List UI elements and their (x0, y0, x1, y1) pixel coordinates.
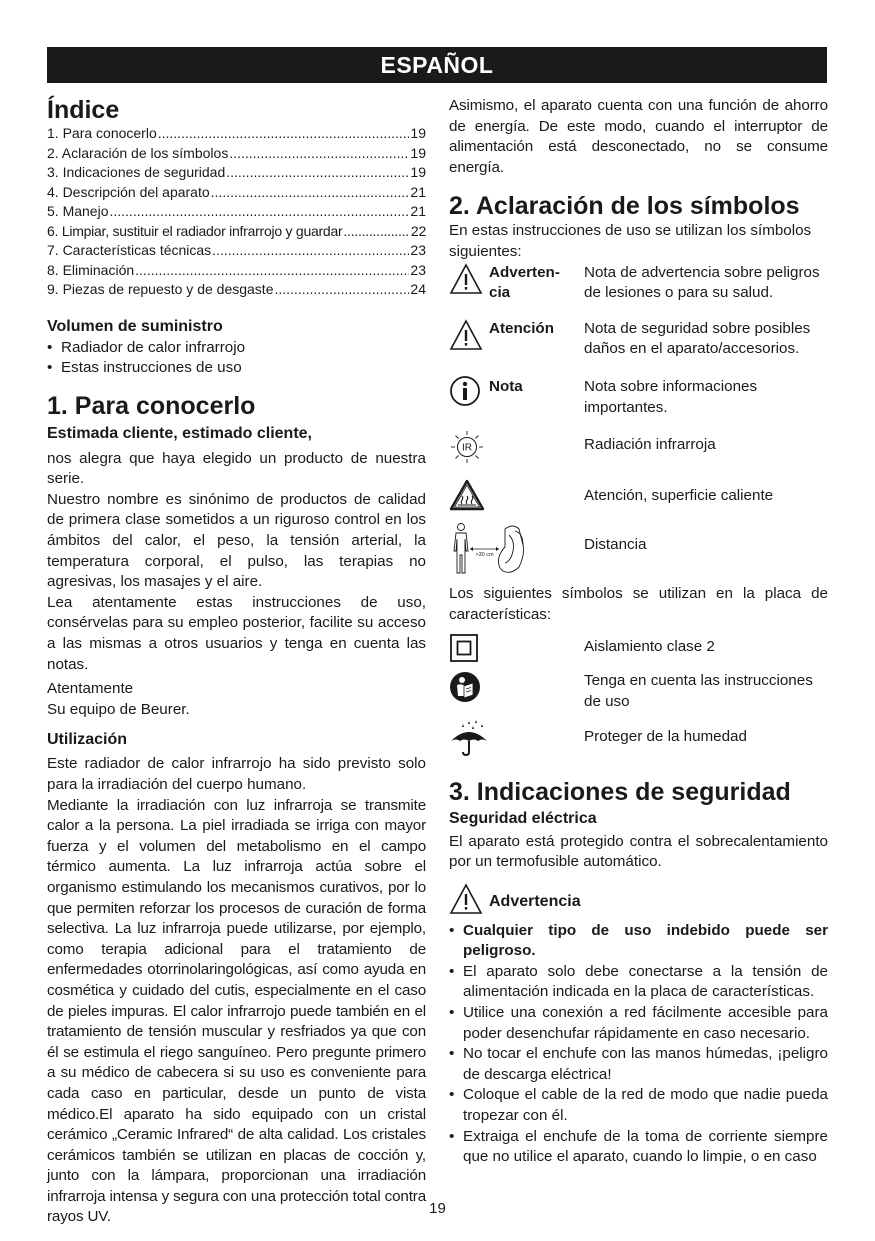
warning-triangle-icon (449, 263, 483, 295)
symbol-label: Nota (489, 377, 523, 395)
warning-heading (449, 883, 828, 915)
info-icon (449, 375, 481, 407)
paragraph: Este radiador de calor infrarrojo ha sido previsto solo para la irradiación del cuerpo humano. (47, 755, 426, 793)
section2-title: 2. Aclaración de los símbolos (449, 192, 800, 221)
toc-item[interactable]: 4. Descripción del aparato ..... 21 (47, 183, 426, 203)
toc-item[interactable]: 1. Para conocerlo ..... 19 (47, 124, 426, 144)
list-item: • Radiador de calor infrarrojo (47, 338, 246, 356)
class-2-insulation-icon (449, 633, 479, 663)
symbol-row-hot-surface (449, 479, 828, 511)
electrical-safety-title: Seguridad eléctrica (449, 809, 597, 827)
list-item: • Estas instrucciones de uso (47, 359, 242, 377)
toc-item[interactable]: 9. Piezas de repuesto y de desgaste ..... 24 (47, 280, 426, 300)
toc-item[interactable]: 7. Características técnicas ..... 23 (47, 241, 426, 261)
toc-item[interactable]: 6. Limpiar, sustituir el radiador infrarrojo y guardar ..... 22 (47, 222, 426, 242)
list-item: • No tocar el enchufe con las manos húmedas, ¡peligro de descarga eléctrica! (449, 1045, 828, 1083)
warning-triangle-icon (449, 883, 483, 915)
infrared-icon (449, 429, 485, 465)
symbol-description: Atención, superficie caliente (584, 487, 774, 505)
paragraph: En estas instrucciones de uso se utilizan los símbolos siguientes: (449, 222, 812, 260)
symbol-description: Nota de advertencia sobre peligros de lesiones o para su salud. (584, 263, 820, 302)
symbol-description: Aislamiento clase 2 (584, 638, 715, 656)
table-of-contents (47, 124, 426, 300)
symbol-label: Atención (489, 319, 554, 337)
symbol-row-distance (449, 521, 828, 577)
list-item: • Coloque el cable de la red de modo que nadie pueda tropezar con él. (449, 1086, 828, 1125)
section1-title: 1. Para conocerlo (47, 391, 256, 420)
symbol-row-note (449, 375, 828, 418)
paragraph: Mediante la irradiación con luz infrarroja se transmite calor a la persona. La piel irradiada se irriga con mayor fuerza y el volumen del metabolismo en el campo térmico aumenta. La luz infrarroja actúa sobre el organismo estimulando los mecanismos curativos, por lo que permiten reforzar los procesos de curación de forma selectiva. La luz infrarroja puede utilizarse, por ejemplo, como terapia adicional para el tratamiento de enfermedades otorrinolaringológicas, así como ayuda en cosmética y cuidado del cutis, especialmente en el caso de pieles impuras. El calor infrarrojo puede también en el tratamiento de tensión muscular y resfriados ya que con él se estimula el riego sanguíneo. Pero pregunte primero a su médico de cabecera si su uso es conveniente para cada caso en particular, desde un punto de vista médico.El aparato ha sido equipado con un cristal cerámico „Ceramic Infrared“ de alta calidad. Los cristales cerámicos también se utilizan en placas de cocción y, junto con la lámpara, proporcionan una irradiación infrarroja intensa y segura con una protección total contra rayos UV. (47, 796, 426, 1226)
list-item: • Utilice una conexión a red fácilmente accesible para poder desenchufar rápidamente en caso necesario. (449, 1004, 828, 1042)
toc-item[interactable]: 8. Eliminación ..... 23 (47, 261, 426, 281)
symbol-description: Radiación infrarroja (584, 436, 716, 454)
list-item: • El aparato solo debe conectarse a la tensión de alimentación indicada en la placa de características. (449, 962, 828, 1001)
distance-icon (449, 521, 541, 577)
symbol-description: Distancia (584, 536, 647, 554)
toc-item[interactable]: 5. Manejo ..... 21 (47, 202, 426, 222)
symbol-description: Proteger de la humedad (584, 727, 747, 745)
paragraph: Los siguientes símbolos se utilizan en la placa de características: (449, 585, 828, 623)
toc-item[interactable]: 3. Indicaciones de seguridad ..... 19 (47, 163, 426, 183)
symbol-row-moisture (449, 719, 828, 757)
usage-title: Utilización (47, 731, 128, 749)
greeting: Estimada cliente, estimado cliente, (47, 424, 312, 442)
closing: Atentamente (47, 680, 134, 698)
symbol-description: Nota sobre informaciones importantes. (584, 377, 758, 416)
paragraph: nos alegra que haya elegido un producto de nuestra serie. (47, 449, 426, 488)
symbol-row-read-manual (449, 671, 828, 712)
list-item: • Cualquier tipo de uso indebido puede ser peligroso. (449, 921, 828, 960)
umbrella-icon (449, 719, 489, 757)
hot-surface-icon (449, 479, 485, 511)
read-manual-icon (449, 671, 481, 703)
left-column (47, 95, 426, 1228)
symbol-description: Tenga en cuenta las instrucciones de uso (584, 672, 813, 710)
page-number: 19 (429, 1200, 446, 1217)
symbol-description: Nota de seguridad sobre posibles daños en el aparato/accesorios. (584, 319, 811, 358)
symbol-label: Adverten- cia (489, 263, 560, 302)
warning-label: Advertencia (489, 893, 581, 911)
paragraph: El aparato está protegido contra el sobrecalentamiento por un termofusible automático. (449, 832, 828, 871)
caution-triangle-icon (449, 319, 483, 351)
toc-item[interactable]: 2. Aclaración de los símbolos ..... 19 (47, 144, 426, 164)
right-column (449, 95, 828, 1168)
language-header: ESPAÑOL (47, 47, 827, 83)
symbol-row-warning (449, 263, 828, 304)
symbol-row-class2 (449, 633, 828, 663)
paragraph: Asimismo, el aparato cuenta con una función de ahorro de energía. De este modo, cuando el interruptor de alimentación está desconectado, no se consume energía. (449, 97, 828, 176)
list-item: • Extraiga el enchufe de la toma de corriente siempre que no utilice el aparato, cuando lo limpie, o en caso (449, 1127, 828, 1166)
index-title: Índice (47, 96, 120, 124)
symbol-row-attention (449, 319, 828, 360)
supply-title: Volumen de suministro (47, 317, 223, 335)
distance-icon-text: >30 cm (475, 552, 494, 559)
infrared-icon-text: IR (462, 442, 472, 454)
paragraph: Nuestro nombre es sinónimo de productos de calidad de primera clase sometidos a un riguroso control en los ámbitos del calor, el peso, la tensión arterial, la temperatura corporal, el pulso, las terapias no agresivas, los masajes y el aire. (47, 490, 426, 591)
paragraph: Lea atentamente estas instrucciones de uso, consérvelas para su empleo posterior, facilite su acceso a las mismas a otros usuarios y tenga en cuenta las notas. (47, 593, 426, 673)
section3-title: 3. Indicaciones de seguridad (449, 777, 791, 806)
symbol-row-infrared (449, 429, 828, 465)
closing: Su equipo de Beurer. (47, 700, 190, 718)
